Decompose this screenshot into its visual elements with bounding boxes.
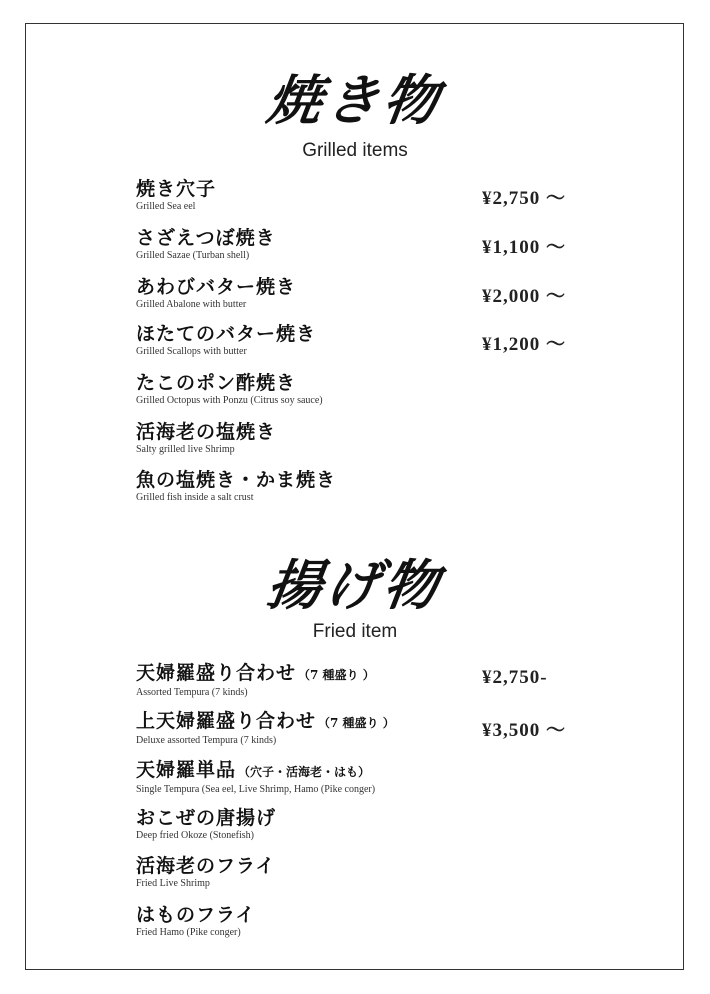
- item-price: ¥1,200 ～: [482, 334, 567, 355]
- item-name-en: Grilled fish inside a salt crust: [136, 492, 254, 503]
- item-name-jp: 魚の塩焼き・かま焼き: [136, 469, 337, 491]
- item-name-jp: ほたてのバター焼き: [136, 323, 317, 345]
- item-name-jp-text: 天婦羅単品: [136, 759, 237, 781]
- menu-item: [136, 662, 466, 699]
- item-name-jp: 活海老のフライ: [136, 855, 276, 877]
- item-name-en: Grilled Sea eel: [136, 201, 196, 212]
- menu-item: [136, 276, 466, 311]
- menu-item: [136, 759, 466, 796]
- menu-item: [136, 178, 466, 213]
- menu-item: [136, 469, 466, 504]
- item-name-jp: [136, 662, 466, 686]
- item-name-en: Deep fried Okoze (Stonefish): [136, 830, 255, 841]
- item-note: （穴子・活海老・はも）: [238, 765, 371, 779]
- menu-item: [136, 323, 466, 358]
- item-name-en: Salty grilled live Shrimp: [136, 444, 235, 455]
- item-price: ¥1,100 ～: [482, 237, 567, 258]
- item-note: （7 種盛り ）: [318, 716, 395, 730]
- item-name-en: Deluxe assorted Tempura (7 kinds): [136, 735, 277, 746]
- item-name-jp: あわびバター焼き: [136, 276, 297, 298]
- item-name-en: Grilled Sazae (Turban shell): [136, 250, 250, 261]
- menu-item: [136, 372, 466, 407]
- grilled-heading-calligraphy: 焼き物: [263, 68, 447, 132]
- menu-item: [136, 227, 466, 262]
- item-name-jp: 活海老の塩焼き: [136, 421, 277, 443]
- item-name-jp: [136, 759, 466, 783]
- menu-item: [136, 710, 466, 747]
- item-name-en: Single Tempura (Sea eel, Live Shrimp, Hamo (Pike conger): [136, 784, 376, 795]
- fried-heading-calligraphy: 揚げ物: [263, 553, 447, 617]
- item-name-en: Fried Hamo (Pike conger): [136, 927, 241, 938]
- item-name-en: Grilled Abalone with butter: [136, 299, 247, 310]
- item-name-jp: [136, 710, 466, 734]
- item-name-jp: さざえつぼ焼き: [136, 227, 276, 249]
- item-price: ¥3,500 ～: [482, 720, 567, 741]
- menu-item: [136, 807, 466, 842]
- item-name-en: Assorted Tempura (7 kinds): [136, 687, 248, 698]
- grilled-heading-english: Grilled items: [302, 140, 408, 161]
- item-name-jp: はものフライ: [136, 904, 256, 926]
- menu-item: [136, 421, 466, 456]
- menu-item: [136, 855, 466, 890]
- item-price: ¥2,000 ～: [482, 286, 567, 307]
- item-price: ¥2,750 ～: [482, 188, 567, 209]
- item-name-jp-text: 天婦羅盛り合わせ: [136, 662, 297, 684]
- menu-item: [136, 904, 466, 939]
- item-name-jp: おこぜの唐揚げ: [136, 807, 277, 829]
- fried-heading-english: Fried item: [312, 621, 398, 642]
- item-name-jp: 焼き穴子: [136, 178, 217, 200]
- item-name-en: Grilled Octopus with Ponzu (Citrus soy sauce): [136, 395, 323, 406]
- item-note: （7 種盛り ）: [298, 668, 375, 682]
- item-name-en: Fried Live Shrimp: [136, 878, 210, 889]
- item-name-en: Grilled Scallops with butter: [136, 346, 247, 357]
- item-price: ¥2,750-: [482, 667, 548, 688]
- item-name-jp: たこのポン酢焼き: [136, 372, 297, 394]
- item-name-jp-text: 上天婦羅盛り合わせ: [136, 710, 317, 732]
